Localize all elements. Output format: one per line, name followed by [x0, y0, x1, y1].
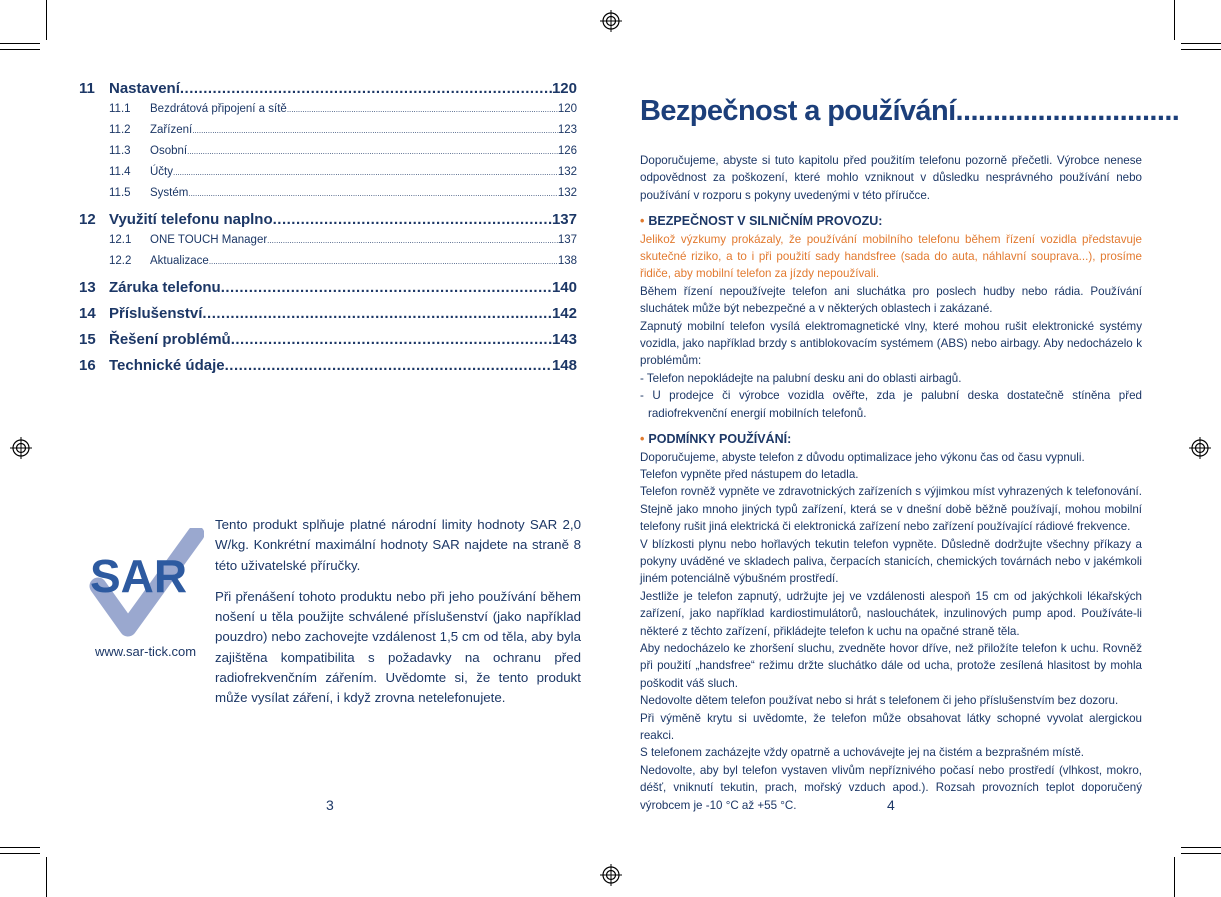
sar-url[interactable]: www.sar-tick.com	[95, 644, 197, 659]
toc-entry-title: Záruka telefonu	[109, 279, 221, 296]
toc-entry-title: Technické údaje	[109, 357, 225, 374]
page-number-right: 4	[887, 797, 895, 813]
toc-entry[interactable]	[79, 355, 577, 376]
table-of-contents	[79, 78, 577, 376]
toc-entry-page: 137	[557, 234, 577, 246]
toc-entry-page: 148	[551, 357, 577, 374]
toc-entry-title: Aktualizace	[150, 255, 209, 267]
toc-entry-page: 142	[551, 305, 577, 322]
toc-entry[interactable]	[79, 78, 577, 99]
road-safety-paragraph: Během řízení nepoužívejte telefon ani sluchátka pro poslech hudby nebo rádia. Používání sluchátek může být nebezpečné a v některých oblastech i zakázané.	[640, 284, 1142, 316]
toc-entry-page: 126	[557, 145, 577, 157]
toc-entry-number: 11.4	[109, 166, 131, 178]
toc-entry[interactable]	[79, 99, 577, 120]
toc-entry-title: Bezdrátová připojení a sítě	[150, 103, 287, 115]
toc-entry-number: 11.5	[109, 187, 131, 199]
toc-entry[interactable]	[79, 183, 577, 204]
toc-entry-number: 16	[79, 357, 96, 374]
bullet-icon: •	[640, 432, 645, 447]
toc-leader-dots	[187, 141, 558, 162]
conditions-paragraph: Při výměně krytu si uvědomte, že telefon může obsahovat látky schopné vyvolat alergickou reakci.	[640, 711, 1142, 742]
title-text: Bezpečnost a používání	[640, 95, 956, 127]
toc-leader-dots	[192, 120, 558, 141]
sar-logo-text: SAR	[90, 550, 188, 602]
toc-entry-title: Systém	[150, 187, 189, 199]
page-number-left: 3	[326, 797, 334, 813]
toc-leader-dots	[188, 183, 557, 204]
left-page	[0, 0, 610, 897]
toc-entry[interactable]	[79, 209, 577, 230]
toc-entry[interactable]	[79, 303, 577, 324]
toc-entry-title: Příslušenství	[109, 305, 203, 322]
conditions-paragraph: S telefonem zacházejte vždy opatrně a uchovávejte jej na čistém a bezprašném místě.	[640, 746, 1085, 760]
toc-entry[interactable]	[79, 162, 577, 183]
conditions-paragraph: Telefon rovněž vypněte ve zdravotnických zařízeních s výjimkou míst vyhrazených k telefonování. Stejně jako mnoho jiných typů zařízení, která se v dnešní době běžně používají, mohou mobilní telefony rušit jiná elektrická či elektronická zařízení nebo zařízení používající rádiové frekvence.	[640, 485, 1142, 534]
toc-entry-page: 132	[557, 187, 577, 199]
toc-entry-page: 120	[557, 103, 577, 115]
toc-entry-number: 14	[79, 305, 96, 322]
section-heading-conditions-of-use	[640, 431, 1142, 448]
toc-entry-page: 143	[551, 331, 577, 348]
toc-leader-dots	[231, 329, 552, 350]
toc-leader-dots	[202, 303, 552, 324]
toc-leader-dots	[287, 99, 558, 120]
road-safety-list-item: - U prodejce či výrobce vozidla ověřte, zda je palubní deska dostatečně stíněna před radiofrekvenční energií mobilních telefonů.	[640, 389, 1142, 420]
toc-entry-number: 11.2	[109, 124, 131, 136]
toc-entry-title: Zařízení	[150, 124, 193, 136]
conditions-of-use-list	[640, 449, 1142, 815]
conditions-paragraph: V blízkosti plynu nebo hořlavých tekutin telefon vypněte. Důsledně dodržujte všechny příkazy a pokyny uváděné ve skladech paliva, čerpacích stanicích, chemických továrnách nebo v jakémkoli jiném potenciálně výbušném prostředí.	[640, 537, 1142, 586]
bullet-icon: •	[640, 214, 645, 229]
conditions-paragraph: Jestliže je telefon zapnutý, udržujte jej ve vzdálenosti alespoň 15 cm od jakýchkoli lékařských zařízení, jako například kardiostimulátorů, naslouchátek, inzulinových pump apod. Používáte-li některé z těchto zařízení, přikládejte telefon k uchu na opačné straně těla.	[640, 589, 1142, 638]
conditions-paragraph: Aby nedocházelo ke zhoršení sluchu, zvedněte hovor dříve, než přiložíte telefon k uchu. Rovněž při použití „handsfree“ režimu držte sluchátko dále od ucha, protože zesílená hlasitost by mohla poškodit váš sluch.	[640, 641, 1142, 690]
safety-body	[640, 152, 1142, 814]
toc-entry[interactable]	[79, 141, 577, 162]
title-dots: ..............................	[955, 95, 1180, 127]
section-heading-road-safety	[640, 213, 1142, 230]
toc-leader-dots	[209, 251, 558, 272]
road-safety-warning: Jelikož výzkumy prokázaly, že používání mobilního telefonu během řízení vozidla představuje skutečné riziko, a to i při použití sady handsfree (sada do auta, náhlavní souprava...), prosíme řidiče, aby mobilní telefon za jízdy nepoužívali.	[640, 232, 1142, 281]
toc-entry-title: ONE TOUCH Manager	[150, 234, 268, 246]
toc-entry-number: 13	[79, 279, 96, 296]
toc-entry[interactable]	[79, 277, 577, 298]
toc-entry-page: 137	[551, 211, 577, 228]
toc-entry-number: 12	[79, 211, 96, 228]
conditions-paragraph: Telefon vypněte před nástupem do letadla.	[640, 467, 859, 481]
intro-paragraph: Doporučujeme, abyste si tuto kapitolu před použitím telefonu pozorně přečetli. Výrobce nenese odpovědnost za poškození, které mohlo vzniknout v důsledku nesprávného používání nebo používání v rozporu s pokyny uvedenými v této příručce.	[640, 154, 1142, 202]
sar-tick-logo	[88, 528, 204, 640]
conditions-paragraph: Nedovolte dětem telefon používat nebo si hrát s telefonem či jeho příslušenstvím bez dozoru.	[640, 694, 1119, 708]
conditions-paragraph: Nedovolte, aby byl telefon vystaven vlivům nepříznivého počasí nebo prostředí (vlhkost, mokro, déšť, vniknutí tekutin, prach, mořský vzduch apod.). Rozsah provozních teplot doporučený výrobcem je -10 °C až +55 °C.	[640, 763, 1142, 812]
toc-entry-title: Osobní	[150, 145, 188, 157]
toc-entry-page: 140	[551, 279, 577, 296]
toc-leader-dots	[273, 209, 552, 230]
toc-leader-dots	[267, 230, 558, 251]
toc-entry-page: 132	[557, 166, 577, 178]
section-heading-text: BEZPEČNOST V SILNIČNÍM PROVOZU:	[648, 214, 883, 229]
toc-entry-number: 15	[79, 331, 96, 348]
section-heading-text: PODMÍNKY POUŽÍVÁNÍ:	[648, 432, 792, 447]
sar-description	[215, 515, 581, 720]
toc-entry-title: Řešení problémů	[109, 331, 231, 348]
toc-entry-number: 11.1	[109, 103, 131, 115]
toc-entry-page: 138	[557, 255, 577, 267]
toc-entry[interactable]	[79, 230, 577, 251]
road-safety-paragraph: Zapnutý mobilní telefon vysílá elektromagnetické vlny, které mohou rušit elektronické systémy vozidla, jako například brzdy s antiblokovacím systémem (ABS) nebo airbagy. Aby nedocházelo k problémům:	[640, 319, 1142, 368]
sar-paragraph-1: Tento produkt splňuje platné národní limity hodnoty SAR 2,0 W/kg. Konkrétní maximální hodnoty SAR najdete na straně 8 této uživatelské příručky.	[215, 517, 581, 573]
toc-entry-page: 123	[557, 124, 577, 136]
toc-entry[interactable]	[79, 120, 577, 141]
toc-entry-number: 12.2	[109, 255, 132, 267]
toc-entry-title: Nastavení	[109, 80, 180, 97]
toc-entry-title: Využití telefonu naplno	[109, 211, 273, 228]
toc-entry-number: 11	[79, 80, 95, 97]
toc-entry-title: Účty	[150, 166, 173, 178]
road-safety-list-item: - Telefon nepokládejte na palubní desku ani do oblasti airbagů.	[640, 371, 962, 385]
toc-entry[interactable]	[79, 251, 577, 272]
sar-paragraph-2: Při přenášení tohoto produktu nebo při jeho používání během nošení u těla použijte schválené příslušenství (jako například pouzdro) nebo zachovejte vzdálenost 1,5 cm od těla, aby byla zajištěna kompatibilita s požadavky na ochranu před radiofrekvenčním zářením. Uvědomte si, že tento produkt může vysílat záření, i když zrovna netelefonujete.	[215, 588, 581, 706]
toc-leader-dots	[173, 162, 558, 183]
conditions-paragraph: Doporučujeme, abyste telefon z důvodu optimalizace jeho výkonu čas od času vypnuli.	[640, 450, 1085, 464]
toc-entry-page: 120	[551, 80, 577, 97]
toc-leader-dots	[225, 355, 552, 376]
toc-entry-number: 12.1	[109, 234, 132, 246]
toc-leader-dots	[221, 277, 552, 298]
right-page	[610, 0, 1221, 897]
toc-leader-dots	[180, 78, 552, 99]
toc-entry[interactable]	[79, 329, 577, 350]
page-title	[640, 95, 1179, 128]
toc-entry-number: 11.3	[109, 145, 131, 157]
